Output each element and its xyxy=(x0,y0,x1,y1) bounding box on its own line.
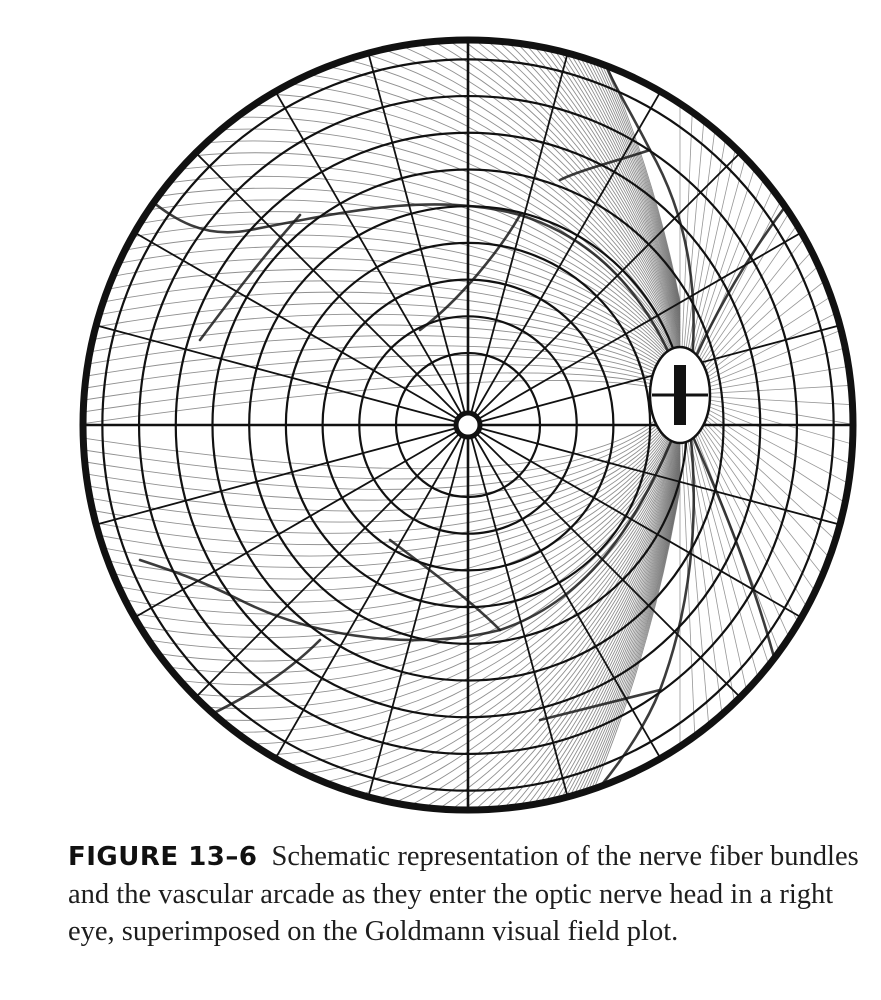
optic-disc xyxy=(650,347,710,443)
fiber-line xyxy=(74,0,680,303)
fiber-line xyxy=(74,470,680,840)
fiber-line xyxy=(74,365,680,402)
fixation-point xyxy=(456,413,480,437)
fiber-line xyxy=(74,258,680,376)
meridian-line xyxy=(366,425,468,806)
fiber-line xyxy=(74,471,680,840)
meridian-line xyxy=(87,425,468,527)
fiber-line xyxy=(74,467,680,840)
fiber-line xyxy=(74,422,680,650)
fiber-line xyxy=(74,270,680,378)
fiber-line xyxy=(74,407,680,544)
fiber-line xyxy=(74,400,680,490)
fiber-line xyxy=(74,434,680,744)
fiber-line xyxy=(74,0,680,305)
meridian-line xyxy=(366,44,468,425)
figure-caption xyxy=(68,838,868,950)
fiber-line xyxy=(74,440,680,792)
figure-caption-text: Schematic representation of the nerve fiber bundles and the vascular arcade as they enter the optic nerve head in a right eye, superimposed on the Goldmann visual field plot. xyxy=(68,841,859,947)
fiber-line xyxy=(74,437,680,768)
fiber-line xyxy=(74,398,680,479)
figure-label: FIGURE 13–6 xyxy=(68,842,258,872)
meridian-line xyxy=(87,323,468,425)
fiber-line xyxy=(74,0,680,306)
fiber-line xyxy=(74,176,680,365)
nasal-fiber-line xyxy=(680,136,881,395)
fiber-line xyxy=(74,423,680,661)
fiber-line xyxy=(74,381,680,425)
nasal-fiber-line xyxy=(680,395,873,676)
fiber-line xyxy=(74,473,680,840)
